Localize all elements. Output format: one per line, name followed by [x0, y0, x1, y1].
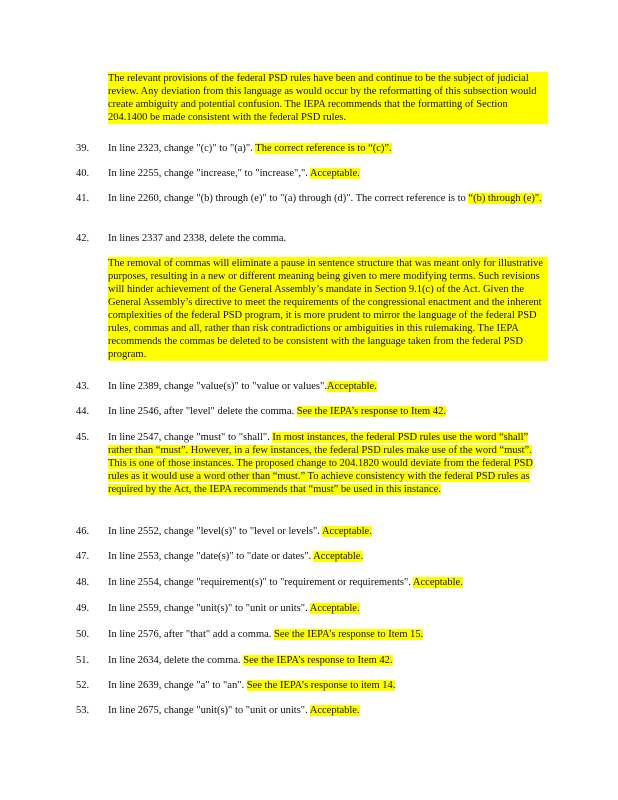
item-response: The correct reference is to “(c)”.: [255, 143, 392, 154]
item-response: Acceptable.: [309, 705, 360, 716]
item-text: In line 2389, change "value(s)" to "value or values".: [108, 381, 327, 392]
item-text: In line 2554, change "requirement(s)" to "requirement or requirements".: [108, 577, 413, 588]
item-response: Acceptable.: [309, 603, 360, 614]
item-response: In most instances, the federal PSD rules use the word “shall” rather than “must”. However, in a few instances, the federal PSD rules make use of the word “must”. This is one of those instances. The proposed change to 204.1820 would deviate from the federal PSD rules as it would use a word other than “must.” To achieve consistency with the federal PSD rules as required by the Act, the IEPA recommends that “must” be used in this instance.: [108, 432, 533, 495]
item-text: In line 2634, delete the comma.: [108, 655, 244, 666]
item-text: In line 2559, change "unit(s)" to "unit or units".: [108, 603, 310, 614]
item-42-response: The removal of commas will eliminate a pause in sentence structure that was meant only for illustrative purposes, resulting in a new or different meaning being given to mere modifying terms. Such revisions will hinder achievement of the General Assembly’s mandate in Section 9.1(c) of the Act. Given the General Assembly’s directive to meet the requirements of the congressional enactment and the inherent complexities of the federal PSD program, it is more prudent to mirror the language of the federal PSD rules, commas and all, rather than risk contradictions or ambiguities in this rulemaking. The IEPA recommends the commas be deleted to be consistent with the language taken from the federal PSD program.: [108, 257, 548, 361]
item-number: 42.: [76, 233, 90, 244]
item-response: See the IEPA’s response to Item 42.: [296, 406, 446, 417]
item-number: 48.: [76, 577, 90, 588]
item-number: 52.: [76, 680, 90, 691]
item-number: 40.: [76, 168, 90, 179]
item-response: Acceptable.: [313, 551, 364, 562]
item-text: In line 2255, change "increase," to "increase",".: [108, 168, 310, 179]
item-text: In line 2675, change "unit(s)" to "unit or units".: [108, 705, 310, 716]
item-text: In line 2547, change "must" to "shall".: [108, 432, 273, 443]
item-response: See the IEPA’s response to item 14.: [246, 680, 396, 691]
item-response: See the IEPA’s response to Item 15.: [274, 629, 424, 640]
item-text: In lines 2337 and 2338, delete the comma.: [108, 233, 287, 244]
item-text: In line 2260, change "(b) through (e)" to "(a) through (d)". The correct reference is to: [108, 193, 469, 204]
item-number: 44.: [76, 406, 90, 417]
item-text: In line 2323, change "(c)" to "(a)".: [108, 143, 256, 154]
item-response: “(b) through (e)".: [468, 193, 542, 204]
item-text: In line 2576, after "that" add a comma.: [108, 629, 275, 640]
item-number: 53.: [76, 705, 90, 716]
item-text: In line 2639, change "a" to "an".: [108, 680, 247, 691]
item-response: Acceptable.: [309, 168, 360, 179]
item-number: 49.: [76, 603, 90, 614]
item-number: 51.: [76, 655, 90, 666]
item-response: Acceptable.: [326, 381, 377, 392]
item-number: 45.: [76, 432, 90, 443]
item-text: In line 2546, after "level" delete the comma.: [108, 406, 297, 417]
item-number: 47.: [76, 551, 90, 562]
item-number: 43.: [76, 381, 90, 392]
item-number: 39.: [76, 143, 90, 154]
intro-paragraph: The relevant provisions of the federal PSD rules have been and continue to be the subject of judicial review. Any deviation from this language as would occur by the reformatting of this subsection would create ambiguity and potential confusion. The IEPA recommends that the formatting of Section 204.1400 be made consistent with the federal PSD rules.: [108, 72, 548, 124]
item-text: In line 2553, change "date(s)" to "date or dates".: [108, 551, 314, 562]
item-response: Acceptable.: [321, 526, 372, 537]
item-number: 46.: [76, 526, 90, 537]
item-text: In line 2552, change "level(s)" to "level or levels".: [108, 526, 322, 537]
item-number: 41.: [76, 193, 90, 204]
item-number: 50.: [76, 629, 90, 640]
item-response: Acceptable.: [412, 577, 463, 588]
item-response: See the IEPA’s response to Item 42.: [243, 655, 393, 666]
